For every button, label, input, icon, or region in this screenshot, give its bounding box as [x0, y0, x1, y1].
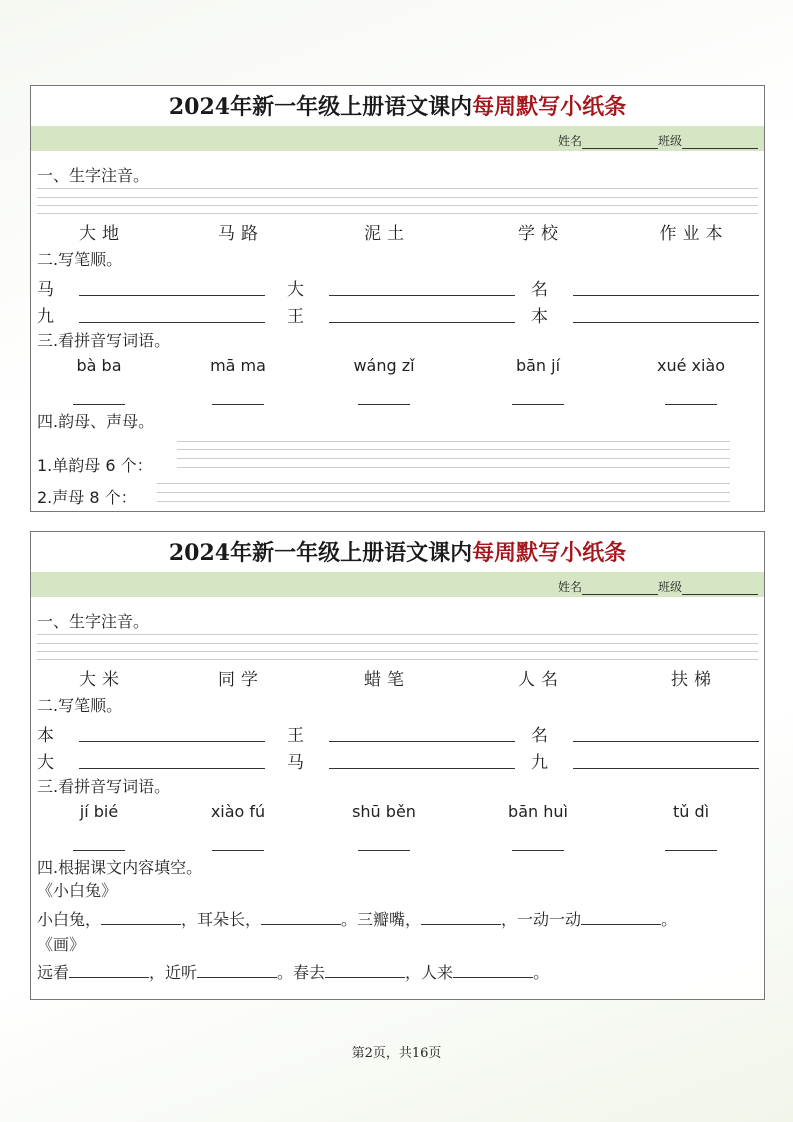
stroke-order-blank[interactable]: [573, 741, 759, 742]
answer-blank[interactable]: [512, 404, 564, 405]
character-word: 作业本: [659, 224, 729, 244]
rabbit-fill-in-blank[interactable]: [421, 910, 501, 925]
rabbit-fill-in-text: 小白兔，: [37, 910, 102, 929]
name-blank[interactable]: [582, 136, 658, 149]
pinyin-word: tǔ dì: [672, 802, 710, 821]
vowel-question: 1.单韵母 6 个：: [37, 456, 153, 475]
answer-blank[interactable]: [358, 404, 410, 405]
dictation-slip-1: [30, 85, 765, 512]
writing-guide-line: [37, 188, 758, 189]
stroke-character: 马: [287, 753, 304, 773]
writing-guide-line: [37, 651, 758, 652]
initial-question: 2.声母 8 个：: [37, 488, 137, 507]
answer-line: [157, 483, 730, 484]
stroke-order-blank[interactable]: [79, 768, 265, 769]
section-3-heading: 三.看拼音写词语。: [37, 777, 171, 796]
character-word: 人名: [518, 670, 564, 690]
answer-blank[interactable]: [212, 850, 264, 851]
name-label: 姓名: [557, 580, 582, 594]
character-word: 扶梯: [671, 670, 717, 690]
page-footer: 第2页，共16页: [351, 1046, 442, 1061]
stroke-character: 大: [37, 753, 54, 773]
title-main: 2024年新一年级上册语文课内: [168, 94, 473, 120]
stroke-character: 大: [287, 280, 304, 300]
stroke-character: 马: [37, 280, 54, 300]
answer-line: [177, 458, 730, 459]
pinyin-word: bān huì: [508, 802, 568, 821]
rabbit-fill-in-blank[interactable]: [261, 910, 341, 925]
painting-fill-in-blank[interactable]: [69, 963, 149, 978]
painting-fill-in-text: 。春去: [277, 963, 326, 982]
name-class-band: [31, 126, 764, 151]
writing-guide-line: [37, 643, 758, 644]
character-word: 马路: [218, 224, 264, 244]
section-4-heading: 四.韵母、声母。: [37, 412, 155, 431]
answer-line: [177, 449, 730, 450]
painting-fill-in-blank[interactable]: [325, 963, 405, 978]
slip-title: [31, 536, 764, 567]
answer-blank[interactable]: [512, 850, 564, 851]
rabbit-fill-in-text: ，一动一动: [501, 910, 582, 929]
pinyin-word: jí bié: [79, 802, 119, 821]
stroke-order-blank[interactable]: [329, 295, 515, 296]
painting-fill-in-text: ，近听: [149, 963, 198, 982]
stroke-order-blank[interactable]: [329, 741, 515, 742]
stroke-order-blank[interactable]: [329, 322, 515, 323]
title-main: 2024年新一年级上册语文课内: [168, 540, 473, 566]
stroke-character: 王: [287, 726, 304, 746]
painting-fill-in: [37, 960, 549, 983]
character-word: 大米: [79, 670, 125, 690]
pinyin-word: bà ba: [76, 356, 122, 375]
answer-blank[interactable]: [358, 850, 410, 851]
class-blank[interactable]: [682, 136, 758, 149]
stroke-order-blank[interactable]: [573, 295, 759, 296]
stroke-character: 名: [531, 280, 548, 300]
pinyin-word: bān jí: [515, 356, 561, 375]
answer-blank[interactable]: [73, 850, 125, 851]
title-highlight: 每周默写小纸条: [472, 94, 627, 120]
character-word: 泥土: [364, 224, 410, 244]
stroke-order-blank[interactable]: [79, 322, 265, 323]
answer-line: [177, 441, 730, 442]
pinyin-word: xué xiào: [656, 356, 726, 375]
painting-fill-in-text: ，人来: [405, 963, 454, 982]
answer-blank[interactable]: [665, 850, 717, 851]
stroke-order-blank[interactable]: [329, 768, 515, 769]
pinyin-word: wáng zǐ: [353, 356, 415, 375]
writing-guide-line: [37, 659, 758, 660]
title-highlight: 每周默写小纸条: [472, 540, 627, 566]
answer-line: [177, 467, 730, 468]
stroke-character: 王: [287, 307, 304, 327]
pinyin-word: mā ma: [210, 356, 266, 375]
pinyin-word: xiào fú: [210, 802, 266, 821]
character-word: 大地: [79, 224, 125, 244]
stroke-character: 本: [531, 307, 548, 327]
name-blank[interactable]: [582, 582, 658, 595]
character-word: 同学: [218, 670, 264, 690]
painting-fill-in-text: 远看: [37, 963, 70, 982]
class-blank[interactable]: [682, 582, 758, 595]
rabbit-fill-in-text: 。三瓣嘴，: [341, 910, 422, 929]
name-class-fields: [558, 132, 758, 149]
answer-blank[interactable]: [212, 404, 264, 405]
painting-fill-in-text: 。: [533, 963, 550, 982]
section-3-heading: 三.看拼音写词语。: [37, 331, 171, 350]
stroke-character: 本: [37, 726, 54, 746]
class-label: 班级: [657, 580, 682, 594]
pinyin-word: shū běn: [352, 802, 416, 821]
section-1-heading: 一、生字注音。: [37, 612, 150, 631]
stroke-order-blank[interactable]: [573, 768, 759, 769]
answer-blank[interactable]: [73, 404, 125, 405]
answer-line: [157, 501, 730, 502]
rabbit-fill-in-blank[interactable]: [101, 910, 181, 925]
rabbit-fill-in-text: ，耳朵长，: [181, 910, 262, 929]
writing-guide-line: [37, 197, 758, 198]
rabbit-fill-in-blank[interactable]: [581, 910, 661, 925]
painting-fill-in-blank[interactable]: [197, 963, 277, 978]
section-4-heading: 四.根据课文内容填空。: [37, 858, 203, 877]
rabbit-fill-in-text: 。: [661, 910, 678, 929]
answer-blank[interactable]: [665, 404, 717, 405]
stroke-character: 九: [37, 307, 54, 327]
class-label: 班级: [657, 134, 682, 148]
dictation-slip-2: [30, 531, 765, 1000]
poem-title-painting: 《画》: [37, 935, 86, 954]
answer-line: [157, 492, 730, 493]
stroke-character: 九: [531, 753, 548, 773]
section-1-heading: 一、生字注音。: [37, 166, 150, 185]
name-class-fields: [558, 578, 758, 595]
slip-title: [31, 90, 764, 121]
section-2-heading: 二.写笔顺。: [37, 250, 123, 269]
name-class-band: [31, 572, 764, 597]
stroke-order-blank[interactable]: [79, 295, 265, 296]
character-word: 蜡笔: [364, 670, 410, 690]
section-2-heading: 二.写笔顺。: [37, 696, 123, 715]
rabbit-fill-in: [37, 907, 677, 930]
stroke-order-blank[interactable]: [79, 741, 265, 742]
writing-guide-line: [37, 205, 758, 206]
poem-title-rabbit: 《小白兔》: [37, 881, 118, 900]
writing-guide-line: [37, 213, 758, 214]
name-label: 姓名: [557, 134, 582, 148]
painting-fill-in-blank[interactable]: [453, 963, 533, 978]
writing-guide-line: [37, 634, 758, 635]
character-word: 学校: [518, 224, 564, 244]
stroke-character: 名: [531, 726, 548, 746]
stroke-order-blank[interactable]: [573, 322, 759, 323]
